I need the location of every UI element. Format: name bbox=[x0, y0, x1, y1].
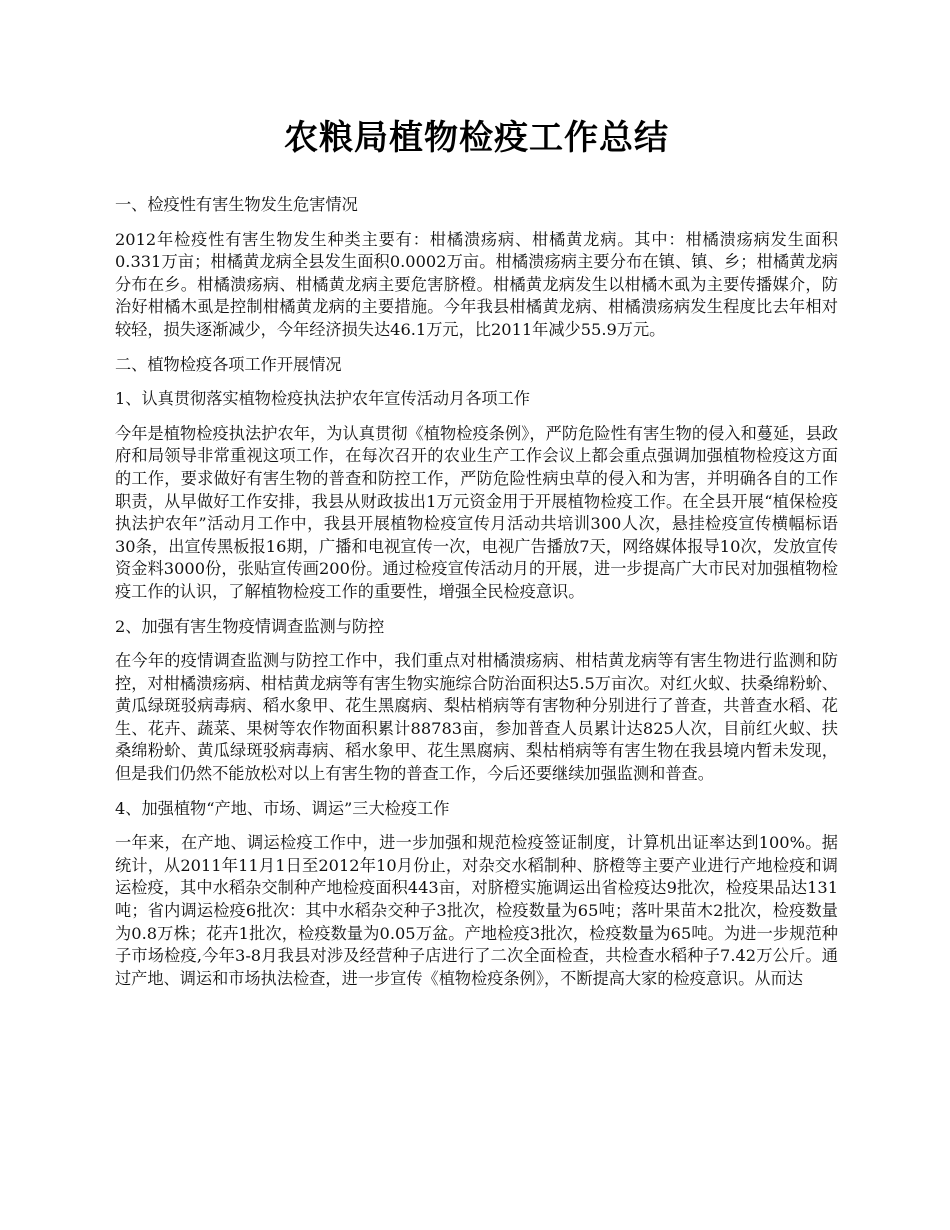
paragraph-three-quarantines: 一年来，在产地、调运检疫工作中，进一步加强和规范检疫签证制度，计算机出证率达到100%。据统计，从2011年11月1日至2012年10月份止，对杂交水稻制种、脐橙等主要产业进行产地检疫和调运检疫，其中水稻杂交制种产地检疫面积443亩，对脐橙实施调运出省检疫达9批次，检疫果品达131吨；省内调运检疫6批次：其中水稻杂交种子3批次，检疫数量为65吨；落叶果苗木2批次，检疫数量为0.8万株；花卉1批次，检疫数量为0.05万盆。产地检疫3批次，检疫数量为65吨。为进一步规范种子市场检疫,今年3-8月我县对涉及经营种子店进行了二次全面检查，共检查水稻种子7.42万公斤。通过产地、调运和市场执法检查，进一步宣传《植物检疫条例》，不断提高大家的检疫意识。从而达 bbox=[115, 833, 838, 988]
subheading-monitoring: 2、加强有害生物疫情调查监测与防控 bbox=[115, 616, 385, 636]
subheading-publicity-month: 1、认真贯彻落实植物检疫执法护农年宣传活动月各项工作 bbox=[115, 389, 530, 409]
document-page bbox=[115, 112, 838, 1002]
subheading-three-quarantines: 4、加强植物“产地、市场、调运”三大检疫工作 bbox=[115, 798, 450, 818]
paragraph-publicity-month: 今年是植物检疫执法护农年，为认真贯彻《植物检疫条例》，严防危险性有害生物的侵入和蔓延，县政府和局领导非常重视这项工作，在每次召开的农业生产工作会议上都会重点强调加强植物检疫这方面的工作，要求做好有害生物的普查和防控工作，严防危险性病虫草的侵入和为害，并明确各自的工作职责，从早做好工作安排，我县从财政拔出1万元资金用于开展植物检疫工作。在全县开展“植保检疫执法护农年”活动月工作中，我县开展植物检疫宣传月活动共培训300人次，悬挂检疫宣传横幅标语30条，出宣传黑板报16期，广播和电视宣传一次，电视广告播放7天，网络媒体报导10次，发放宣传资金料3000份，张贴宣传画200份。通过检疫宣传活动月的开展，进一步提高广大市民对加强植物检疫工作的认识，了解植物检疫工作的重要性，增强全民检疫意识。 bbox=[115, 423, 838, 601]
section-heading-work-progress: 二、植物检疫各项工作开展情况 bbox=[115, 354, 342, 374]
paragraph-monitoring: 在今年的疫情调查监测与防控工作中，我们重点对柑橘溃疡病、柑桔黄龙病等有害生物进行监测和防控，对柑橘溃疡病、柑桔黄龙病等有害生物实施综合防治面积达5.5万亩次。对红火蚁、扶桑绵粉蚧、黄瓜绿斑驳病毒病、稻水象甲、花生黑腐病、梨枯梢病等有害物种分别进行了普查，共普查水稻、花生、花卉、蔬菜、果树等农作物面积累计88783亩，参加普查人员累计达825人次，目前红火蚁、扶桑绵粉蚧、黄瓜绿斑驳病毒病、稻水象甲、花生黑腐病、梨枯梢病等有害生物在我县境内暂未发现，但是我们仍然不能放松对以上有害生物的普查工作，今后还要继续加强监测和普查。 bbox=[115, 651, 838, 784]
section-heading-pest-situation: 一、检疫性有害生物发生危害情况 bbox=[115, 195, 358, 214]
paragraph-pest-situation: 2012年检疫性有害生物发生种类主要有：柑橘溃疡病、柑橘黄龙病。其中：柑橘溃疡病发生面积0.331万亩；柑橘黄龙病全县发生面积0.0002万亩。柑橘溃疡病主要分布在镇、镇、乡；柑橘黄龙病分布在乡。柑橘溃疡病、柑橘黄龙病主要危害脐橙。柑橘黄龙病发生以柑橘木虱为主要传播媒介，防治好柑橘木虱是控制柑橘黄龙病的主要措施。今年我县柑橘黄龙病、柑橘溃疡病发生程度比去年相对较轻，损失逐渐减少，今年经济损失达46.1万元，比2011年减少55.9万元。 bbox=[115, 229, 838, 339]
document-title: 农粮局植物检疫工作总结 bbox=[284, 118, 669, 158]
